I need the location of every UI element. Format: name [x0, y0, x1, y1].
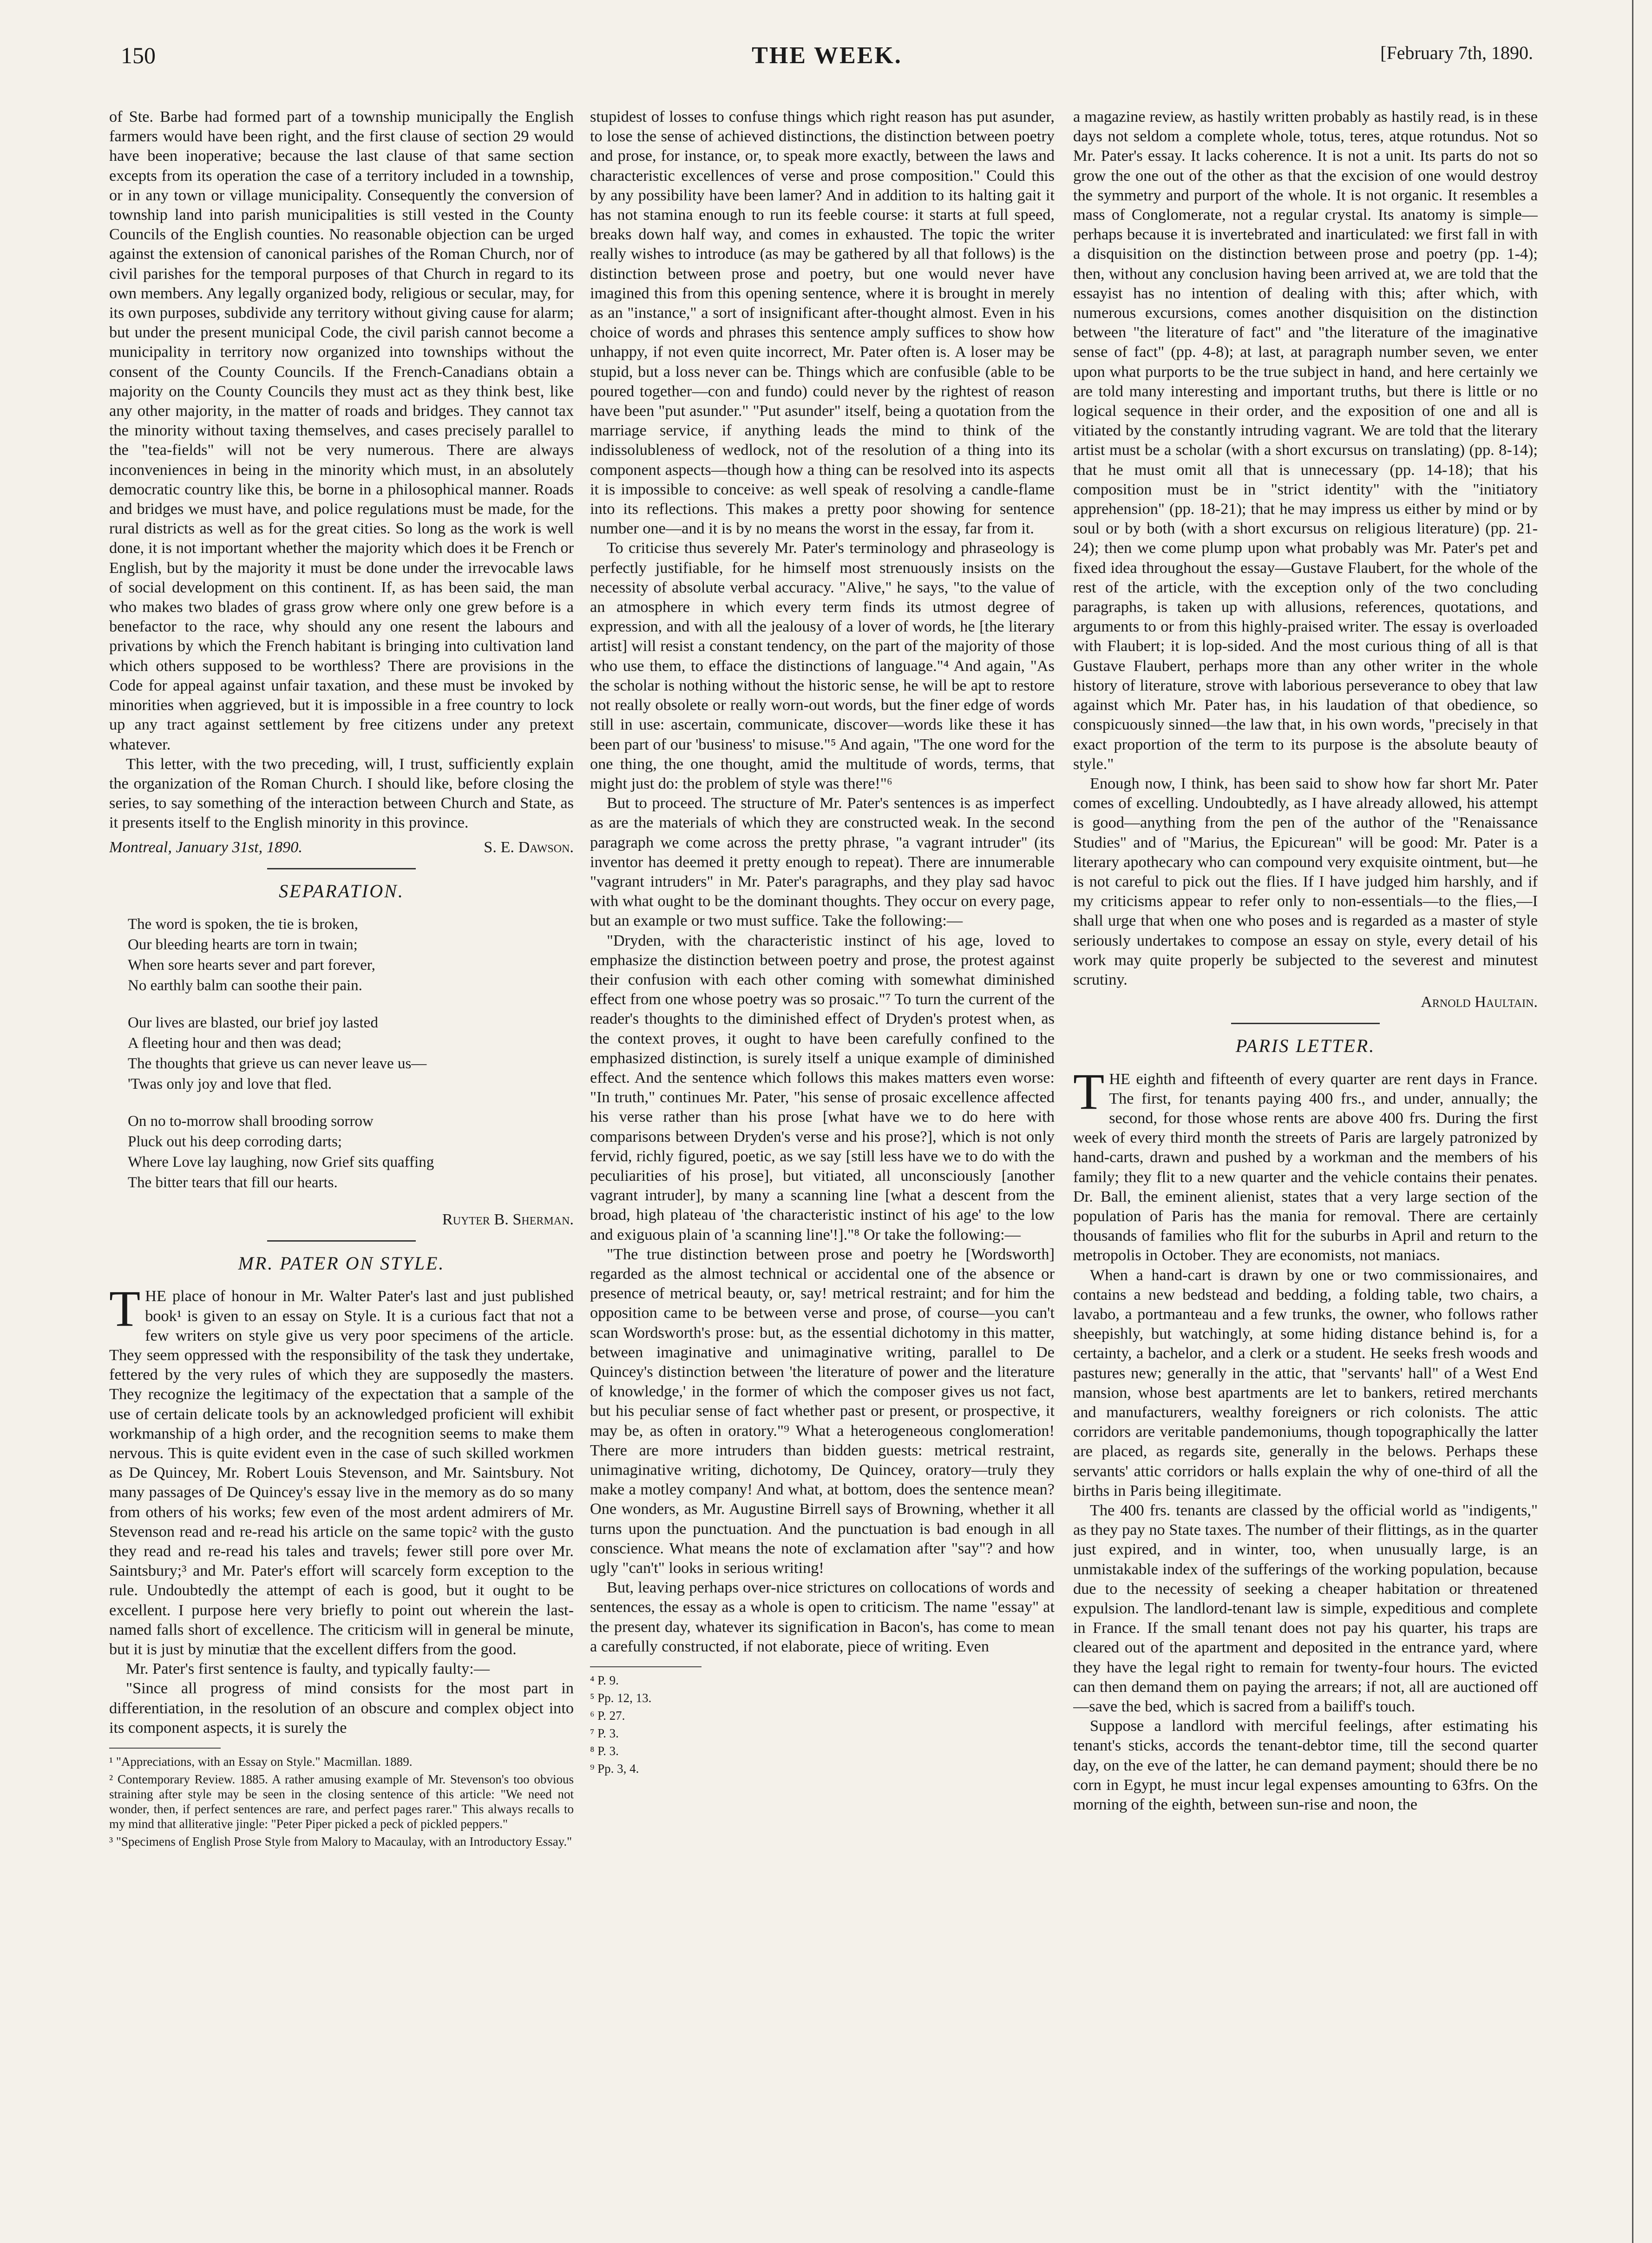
- paragraph: a magazine review, as hastily written probably as hastily read, is in these days not seldom a complete whole, totus, teres, atque rotundus. Not so Mr. Pater's essay. It lacks coherence. It is not a unit. Its parts do not so grow the one out of the other as that the excision of one would destroy the symmetry and purport of the whole. It is not organic. It resembles a mass of Conglomerate, not a regular crystal. Its anatomy is simple—perhaps because it is invertebrated and inarticulated: we first fall in with a disquisition on the distinction between prose and poetry (pp. 1-4); then, without any conclusion having been arrived at, we are told that the essayist has no intention of dealing with this; after which, with numerous excursions, comes another disquisition on the distinction between "the literature of fact" and "the literature of the imaginative sense of fact" (pp. 4-8); at last, at paragraph number seven, we enter upon what purports to be the true subject in hand, and here certainly we are told many interesting and important truths, but there is little or no logical sequence in their order, and the exposition of one and all is vitiated by the constantly intruding vagrant. We are told that the literary artist must be a scholar (with a short excursus on translating) (pp. 8-14); that he must omit all that is unnecessary (pp. 14-18); that his composition must be in "strict identity" with the "initiatory apprehension" (pp. 18-21); that he may impress us either by mind or by soul or by both (with a short excursus on religious literature) (pp. 21-24); then we come plump upon what probably was Mr. Pater's pet and fixed idea throughout the essay—Gustave Flaubert, for the whole of the rest of the article, with the exception only of the two concluding paragraphs, is taken up with allusions, references, quotations, and arguments to or from this highly-praised writer. The essay is overloaded with Flaubert; it is lop-sided. And the most curious thing of all is that Gustave Flaubert, perhaps more than any other writer in the whole history of literature, strove with laborious perseverance to obey that law against which Mr. Pater has, in his laudation of that obedience, so conspicuously sinned—the law that, in his own words, "precisely in that exact proportion of the term to its purpose is the absolute beauty of style.": [1073, 108, 1538, 773]
- essay-title: MR. PATER ON STYLE.: [238, 1253, 445, 1274]
- paragraph: When a hand-cart is drawn by one or two commissionaires, and contains a new bedstead and bedding, a folding table, two chairs, a lavabo, a portmanteau and a few trunks, the owner, who follows rather sheepishly, but watchingly, at some hiding distance behind is, for a certainty, a bachelor, and a clerk or a student. He seeks fresh woods and pastures new; generally in the attic, that "servants' hall" of a West End mansion, whose best apartments are let to bankers, retired merchants and manufacturers, wealthy foreigners or rich colonists. The attic corridors are veritable pandemoniums, though topographically the latter are placed, as regards site, generally in the belows. Perhaps these servants' attic corridors or halls explain the why of one-third of all the births in Paris being illegitimate.: [1073, 1266, 1538, 1500]
- poem-line: The bitter tears that fill our hearts.: [128, 1174, 338, 1191]
- footnote: ⁵ Pp. 12, 13.: [590, 1691, 652, 1705]
- footnote: ⁴ P. 9.: [590, 1673, 619, 1688]
- footnote-rule: [590, 1666, 701, 1667]
- paragraph: This letter, with the two preceding, will, I trust, sufficiently explain the organization of the Roman Church. I should like, before closing the series, to say something of the interaction between Church and State, as it presents itself to the English minority in this province.: [109, 755, 574, 832]
- footnotes: [590, 1673, 1055, 1776]
- section-rule: [267, 868, 416, 869]
- poem-line: The word is spoken, the tie is broken,: [128, 915, 358, 933]
- paragraph: To criticise thus severely Mr. Pater's terminology and phraseology is perfectly justifiable, for he himself most strenuously insists on the necessity of absolute verbal accuracy. "Alive," he says, "to the value of an atmosphere in which every term finds its utmost degree of expression, and with all the jealousy of a lover of words, he [the literary artist] will resist a constant tendency, on the part of the majority of those who use them, to efface the distinctions of language."⁴ And again, "As the scholar is nothing without the historic sense, he will be apt to restore not really obsolete or really worn-out words, but the finer edge of words still in use: ascertain, communicate, discover—words like these it has been part of our 'business' to misuse."⁵ And again, "The one word for the one thing, the one thought, amid the multitude of words, terms, that might just do: the problem of style was there!"⁶: [590, 539, 1055, 792]
- poem-line: A fleeting hour and then was dead;: [128, 1034, 342, 1052]
- page-number: 150: [121, 42, 156, 68]
- poem-line: Where Love lay laughing, now Grief sits quaffing: [128, 1153, 434, 1171]
- paragraph: "Since all progress of mind consists for the most part in differentiation, in the resolution of an obscure and complex object into its component aspects, it is surely the: [109, 1679, 574, 1737]
- signature: S. E. Dawson.: [484, 838, 574, 856]
- section-rule: [267, 1240, 416, 1242]
- section-rule: [1231, 1023, 1380, 1024]
- drop-cap: T: [1073, 1063, 1105, 1120]
- paragraph: "The true distinction between prose and poetry he [Wordsworth] regarded as the almost technical or accidental one of the absence or presence of metrical beauty, or, say! metrical restraint; and for him the opposition came to be between verse and prose, of course—you can't scan Wordsworth's prose: but, as the essential dichotomy in this matter, between imaginative and unimaginative writing, parallel to De Quincey's distinction between 'the literature of power and the literature of knowledge,' in the former of which the composer gives us not fact, but his peculiar sense of fact whether past or present, or prospective, it may be, as often in oratory."⁹ What a heterogeneous conglomeration! There are more intruders than bidden guests: metrical restraint, unimaginative writing, dichotomy, De Quincey, oratory—truly they make a motley company! And what, at bottom, does the sentence mean? One wonders, as Mr. Augustine Birrell says of Browning, whether it all turns upon the punctuation. And the punctuation is bad enough in all conscience. What means the note of exclamation after "say"? and how ugly "can't" looks in serious writing!: [590, 1245, 1055, 1577]
- poem-line: Our lives are blasted, our brief joy lasted: [128, 1014, 378, 1031]
- dateline-signature: [109, 837, 574, 857]
- poem-line: No earthly balm can soothe their pain.: [128, 977, 362, 994]
- paragraph: "Dryden, with the characteristic instinct of his age, loved to emphasize the distinction between poetry and prose, the protest against their confusion with each other coming with somewhat diminished effect from one whose poetry was so prosaic."⁷ To turn the current of the reader's thoughts to the diminished effect of Dryden's protest when, as the context proves, it ought to have been carefully confined to the emphasized distinction, is surely itself a unique example of diminished effect. And the sentence which follows this makes matters even worse: "In truth," continues Mr. Pater, "his sense of prosaic excellence affected his verse rather than his prose [what have we to do here with comparisons between Dryden's verse and his prose?], which is not only fervid, richly figured, poetic, as we say [still less have we to do with the peculiarities of his prose], but vitiated, all unconsciously [another vagrant intruder], by many a scanning line [what a descent from the broad, high plateau of 'the characteristic instinct of his age' to the low and exiguous plain of 'a scanning line'!]."⁸ Or take the following:—: [590, 931, 1055, 1243]
- paragraph: [109, 1280, 574, 1659]
- paragraph: stupidest of losses to confuse things which right reason has put asunder, to lose the sense of achieved distinctions, the distinction between poetry and prose, for instance, or, to speak more exactly, between the laws and characteristic excellences of verse and prose composition." Could this by any possibility have been lamer? And in addition to its halting gait it has not stamina enough to run its feeble course: it starts at full speed, breaks down half way, and comes in exhausted. The topic the writer really wishes to introduce (as may be gathered by all that follows) is the distinction between prose and poetry, but one would never have imagined this from this opening sentence, where it is brought in merely as an "instance," a sort of insignificant after-thought almost. Even in his choice of words and phrases this sentence amply suffices to show how unhappy, if not even quite incorrect, Mr. Pater often is. A loser may be stupid, but a loss never can be. Things which are confusible (able to be poured together—con and fundo) could never by the rightest of reason have been "put asunder." "Put asunder" itself, being a quotation from the marriage service, if anything leads the mind to think of the indissolubleness of wedlock, not of the resolution of a thing into its component aspects—though how a thing can be resolved into its aspects it is impossible to conceive: as well speak of resolving a candle-flame into its reflections. This makes a pretty poor showing for sentence number one—and it is by no means the worst in the essay, far from it.: [590, 108, 1055, 538]
- drop-cap: T: [109, 1280, 141, 1337]
- letter-title: PARIS LETTER.: [1235, 1035, 1376, 1057]
- footnote: ⁶ P. 27.: [590, 1709, 625, 1723]
- paragraph: Suppose a landlord with merciful feelings, after estimating his tenant's sticks, accords the tenant-debtor time, till the second quarter day, on the eve of the latter, he can demand payment; should there be no corn in Egypt, he must incur legal expenses amounting to 63frs. On the morning of the eighth, between sun-rise and noon, the: [1073, 1717, 1538, 1814]
- poem-line: Pluck out his deep corroding darts;: [128, 1133, 342, 1150]
- essay-signature: Arnold Haultain.: [1421, 993, 1538, 1011]
- poem-line: The thoughts that grieve us can never leave us—: [128, 1055, 427, 1072]
- poem-stanza: [128, 1111, 574, 1193]
- footnote: ⁸ P. 3.: [590, 1744, 619, 1758]
- column-1: [109, 107, 574, 2198]
- poem-line: Our bleeding hearts are torn in twain;: [128, 936, 358, 953]
- paragraph: But, leaving perhaps over-nice strictures on collocations of words and sentences, the essay as a whole is open to criticism. The name "essay" at the present day, whatever its signification in Bacon's, has come to mean a carefully constructed, if not elaborate, piece of writing. Even: [590, 1579, 1055, 1655]
- paragraph: of Ste. Barbe had formed part of a township municipally the English farmers would have been right, and the first clause of section 29 would have been inoperative; because the last clause of that same section excepts from its operation the case of a territory included in a township, or in any town or village municipality. Consequently the conversion of township land into parish municipalities is still vested in the County Councils of the English counties. No reasonable objection can be urged against the extension of canonical parishes of the Roman Church, nor of civil parishes for the temporal purposes of that Church in regard to its own members. Any legally organized body, religious or secular, may, for its own purposes, subdivide any territory without giving cause for alarm; but under the present municipal Code, the civil parish cannot become a municipality in territory now organized into townships without the consent of the County Councils. If the French-Canadians obtain a majority on the County Councils they must act as they think best, like any other majority, in the matter of roads and bridges. They cannot tax the minority without taxing themselves, and cases precisely parallel to the "tea-fields" will not be very numerous. There are always inconveniences in being in the minority which must, in an absolutely democratic country like this, be borne in a philosophical manner. Roads and bridges we must have, and police regulations must be made, for the rural districts as well as for the great cities. So long as the work is well done, it is not important whether the majority which does it be French or English, but by the majority it must be done under the irrevocable laws of social development on this continent. If, as has been said, the man who makes two blades of grass grow where only one grew before is a benefactor to the race, why should any one resent the labours and privations by which the French habitant is bringing into cultivation land which others supposed to be worthless? There are provisions in the Code for appeal against unfair taxation, and these must be invoked by minorities when aggrieved, but it is impossible in a free country to lock up any tract against settlement by free citizens under any pretext whatever.: [109, 108, 574, 753]
- paragraph: Mr. Pater's first sentence is faulty, and typically faulty:—: [126, 1660, 490, 1678]
- paragraph: [1073, 1063, 1538, 1265]
- poem-author: Ruyter B. Sherman.: [442, 1210, 574, 1228]
- poem-line: 'Twas only joy and love that fled.: [128, 1075, 332, 1092]
- footnote: ⁹ Pp. 3, 4.: [590, 1762, 639, 1776]
- column-3: [1073, 107, 1538, 2198]
- paragraph: Enough now, I think, has been said to show how far short Mr. Pater comes of excelling. Undoubtedly, as I have already allowed, his attempt is good—anything from the pen of the author of the "Renaissance Studies" and of "Marius, the Epicurean" will be good: Mr. Pater is a literary apothecary who can compound very exquisite ointment, but—he is not careful to pick out the flies. If I have judged him harshly, and if my criticisms appear to refer only to non-essentials—to the flies,—I shall urge that when one who poses and is regarded as a master of style seriously undertakes to compose an essay on style, every detail of his work may quite properly be subjected to the severest and minutest scrutiny.: [1073, 774, 1538, 988]
- footnote: ¹ "Appreciations, with an Essay on Style." Macmillan. 1889.: [109, 1755, 413, 1769]
- poem-stanza: [128, 1013, 574, 1094]
- dateline: Montreal, January 31st, 1890.: [109, 838, 302, 856]
- paragraph-text: HE eighth and fifteenth of every quarter are rent days in France. The first, for tenants paying 400 frs., and under, annually; the second, for those whose rents are above 400 frs. During the first week of every third month the streets of Paris are largely patronized by hand-carts, drawn and pushed by a workman and the members of his family; they flit to a new quarter and the vehicle contains their penates. Dr. Ball, the eminent alienist, states that a very large section of the population of Paris has the mania for removal. There are certainly thousands of families who flit for the suburbs in April and return to the metropolis in October. They are economists, not maniacs.: [1073, 1070, 1538, 1264]
- masthead: THE WEEK.: [752, 42, 902, 69]
- poem-line: When sore hearts sever and part forever,: [128, 956, 375, 974]
- paragraph-text: HE place of honour in Mr. Walter Pater's last and just published book¹ is given to an essay on Style. It is a curious fact that not a few writers on style give us very poor specimens of the article. They seem oppressed with the responsibility of the task they undertake, fettered by the very rules of which they are supposedly the masters. They recognize the legitimacy of the expectation that a sample of the use of certain delicate tools by an acknowledged proficient will exhibit workmanship of a high order, and the recognition seems to make them nervous. This is quite evident even in the case of such skilled workmen as De Quincey, Mr. Robert Louis Stevenson, and Mr. Saintsbury. Not many passages of De Quincey's essay live in the memory as do so many from others of his works; few even of the most ardent admirers of Mr. Stevenson read and re-read his article on the same topic² with the gusto they read and re-read his tales and travels; fewer still pore over Mr. Saintsbury;³ and Mr. Pater's effort will scarcely form exception to the rule. Undoubtedly the attempt of each is good, but it ought to be excellent. I purpose here very briefly to point out wherein the last-named falls short of excellence. The criticism will in general be minute, but it is just by minutiæ that the excellent differs from the good.: [109, 1287, 574, 1658]
- running-header: [121, 42, 1533, 84]
- poem-title: SEPARATION.: [279, 880, 404, 901]
- page-edge: [1632, 0, 1652, 2243]
- paragraph: The 400 frs. tenants are classed by the official world as "indigents," as they pay no State taxes. The number of their flittings, as in the quarter just expired, and in winter, too, when unusually large, is an unmistakable index of the sufferings of the working population, because due to the necessity of seeking a cheaper habitation or threatened expulsion. The landlord-tenant law is simple, expeditious and complete in France. If the small tenant does not pay his quarter, his traps are cleared out of the apartment and deposited in the entrance yard, where they have the legal right to remain for twenty-four hours. The evicted can then demand them on paying the arrears; if not, all are auctioned off—save the bed, which is sacred from a bailiff's touch.: [1073, 1501, 1538, 1716]
- column-2: [590, 107, 1055, 2198]
- footnote: ⁷ P. 3.: [590, 1726, 619, 1741]
- poem-line: On no to-morrow shall brooding sorrow: [128, 1112, 374, 1130]
- footnote-rule: [109, 1748, 221, 1749]
- poem: [128, 914, 574, 1193]
- footnote: ³ "Specimens of English Prose Style from Malory to Macaulay, with an Introductory Essay.": [109, 1835, 572, 1848]
- paragraph: But to proceed. The structure of Mr. Pater's sentences is as imperfect as are the materials of which they are constructed weak. In the second paragraph we come across the pretty phrase, "a vagrant intruder" (its inventor has deemed it pretty enough to repeat). There are innumerable "vagrant intruders" in Mr. Pater's paragraphs, and they play sad havoc with what ought to be the dominant thoughts. They occur on every page, but an example or two must suffice. Take the following:—: [590, 794, 1055, 930]
- issue-date: [February 7th, 1890.: [1380, 42, 1533, 63]
- footnote: ² Contemporary Review. 1885. A rather amusing example of Mr. Stevenson's too obvious straining after style may be seen in the closing sentence of this article: "We need not wonder, then, if perfect sentences are rare, and perfect pages rarer." This always recalls to my mind that alliterative jingle: "Peter Piper picked a peck of pickled peppers.": [109, 1772, 574, 1831]
- poem-stanza: [128, 914, 574, 996]
- footnotes: [109, 1754, 574, 1849]
